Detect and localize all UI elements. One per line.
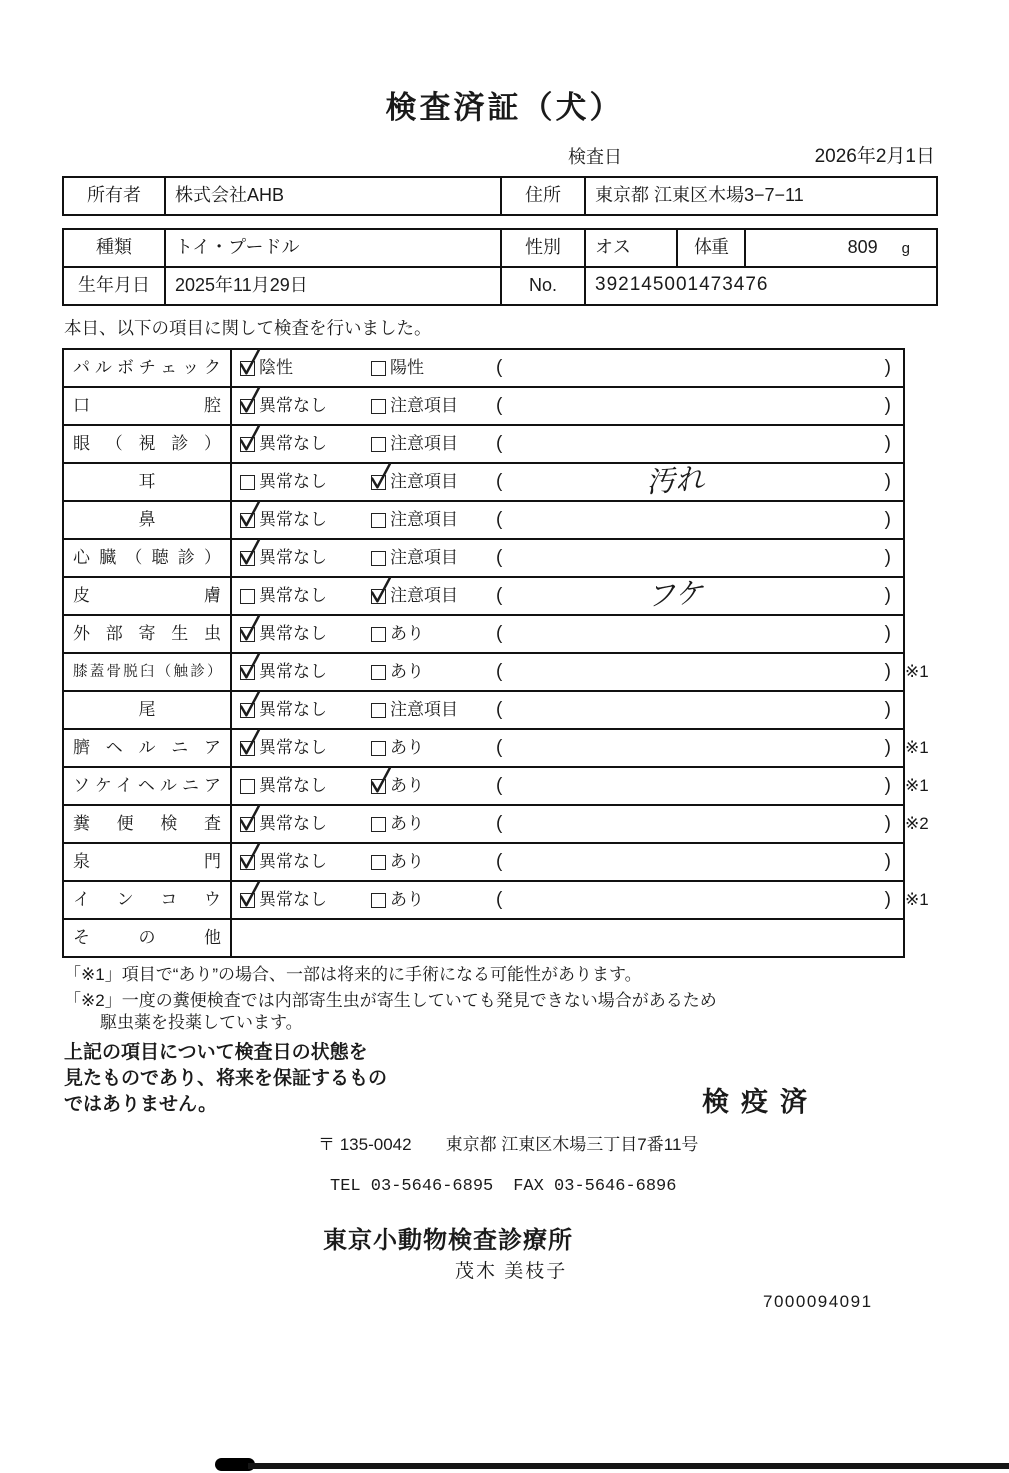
checklist-options <box>232 768 494 804</box>
paren-open: ( <box>496 851 503 872</box>
checklist-row <box>64 502 903 540</box>
checkbox-label: 異常なし <box>259 624 327 643</box>
handwritten-note <box>485 543 866 570</box>
check-mark-icon <box>237 879 262 910</box>
checklist-options <box>232 882 494 918</box>
check-mark-icon <box>237 651 262 682</box>
owner-row <box>64 178 936 214</box>
checkbox-checked-icon <box>240 627 255 642</box>
checklist-row <box>64 920 903 956</box>
checklist-item-label: インコウ <box>64 882 232 918</box>
disclaimer-text <box>64 1040 387 1118</box>
checkbox-icon <box>371 399 386 414</box>
checklist-options <box>232 350 494 386</box>
weight-value: 809 <box>847 237 878 257</box>
weight-unit: g <box>901 240 910 257</box>
checkbox-icon <box>371 437 386 452</box>
paren-close: ) <box>884 889 891 910</box>
footnote-ref: ※1 <box>905 890 929 909</box>
paren-close: ) <box>884 395 891 416</box>
paren-open: ( <box>496 775 503 796</box>
note-area <box>494 882 903 918</box>
handwritten-note <box>485 695 866 722</box>
paren-open: ( <box>496 395 503 416</box>
checklist-row <box>64 768 929 806</box>
checkbox-checked-icon <box>371 589 386 604</box>
intro-text: 本日、以下の項目に関して検査を行いました。 <box>64 318 432 338</box>
checkbox-icon <box>371 627 386 642</box>
note-area <box>494 768 903 804</box>
checklist-item-label: 耳 <box>64 464 232 500</box>
handwritten-note: フケ <box>645 575 706 614</box>
checkbox-checked-icon <box>240 665 255 680</box>
checkbox-label: あり <box>390 852 424 871</box>
handwritten-note <box>485 505 866 532</box>
checkbox-icon <box>371 817 386 832</box>
checkbox-label: 注意項目 <box>390 548 458 567</box>
checkbox-label: 異常なし <box>259 776 327 795</box>
checklist-options <box>232 844 494 880</box>
checkbox-option <box>240 464 371 500</box>
checklist-row <box>64 616 903 654</box>
checkbox-option <box>240 882 371 918</box>
paren-open: ( <box>496 471 503 492</box>
footnote-2: 「※2」一度の糞便検査では内部寄生虫が寄生していても発見できない場合があるため <box>64 991 717 1010</box>
note-area <box>494 502 903 538</box>
paren-close: ) <box>884 661 891 682</box>
checkbox-checked-icon <box>240 361 255 376</box>
owner-value: 株式会社AHB <box>166 178 502 214</box>
paren-close: ) <box>884 813 891 834</box>
checkbox-label: あり <box>390 624 424 643</box>
checkbox-label: 異常なし <box>259 548 327 567</box>
checkbox-option <box>371 654 502 690</box>
note-area <box>494 616 903 652</box>
checkbox-label: 注意項目 <box>390 700 458 719</box>
checkbox-label: 陰性 <box>259 358 293 377</box>
check-mark-icon <box>237 537 262 568</box>
paren-open: ( <box>496 813 503 834</box>
checkbox-option <box>371 426 502 462</box>
checkbox-option <box>240 578 371 614</box>
checkbox-label: 注意項目 <box>390 510 458 529</box>
clinic-fax: FAX 03-5646-6896 <box>513 1177 677 1196</box>
checkbox-checked-icon <box>240 741 255 756</box>
clinic-phone-line <box>330 1177 676 1196</box>
address-value: 東京都 江東区木場3−7−11 <box>595 185 804 205</box>
checkbox-label: 異常なし <box>259 852 327 871</box>
note-area <box>494 461 903 500</box>
checkbox-option <box>240 540 371 576</box>
checklist-options <box>232 616 494 652</box>
checkbox-label: あり <box>390 662 424 681</box>
handwritten-note <box>485 429 866 456</box>
checkbox-label: あり <box>390 776 424 795</box>
checklist-item-label: 鼻 <box>64 502 232 538</box>
checkbox-option <box>371 730 502 766</box>
check-mark-icon <box>237 613 262 644</box>
clinic-address: 東京都 江東区木場三丁目7番11号 <box>445 1135 699 1154</box>
checklist-table <box>62 348 929 958</box>
checkbox-option <box>240 502 371 538</box>
checkbox-checked-icon <box>240 703 255 718</box>
veterinarian-name: 茂木 美枝子 <box>455 1261 568 1282</box>
paren-close: ) <box>884 775 891 796</box>
paren-open: ( <box>496 433 503 454</box>
check-mark-icon <box>237 803 262 834</box>
paren-open: ( <box>496 357 503 378</box>
check-mark-icon <box>368 461 393 492</box>
checkbox-option <box>371 844 502 880</box>
checklist-row <box>64 461 903 502</box>
checkbox-icon <box>371 513 386 528</box>
checklist-options <box>232 426 494 462</box>
checklist-row <box>64 575 903 616</box>
disclaimer-line-2: 見たものであり、将来を保証するもの <box>64 1068 388 1089</box>
owner-label: 所有者 <box>64 178 166 214</box>
checkbox-icon <box>371 551 386 566</box>
checkbox-option <box>371 388 502 424</box>
footnote-1: 「※1」項目で“あり”の場合、一部は将来的に手術になる可能性があります。 <box>64 965 642 984</box>
paren-open: ( <box>496 661 503 682</box>
checklist-row <box>64 730 929 768</box>
checkbox-option <box>240 388 371 424</box>
checkbox-label: あり <box>390 814 424 833</box>
checkbox-checked-icon <box>240 893 255 908</box>
checkbox-option <box>371 692 502 728</box>
checklist-options <box>232 578 494 614</box>
checkbox-label: 陽性 <box>390 358 424 377</box>
checkbox-option <box>240 692 371 728</box>
checkbox-option <box>371 806 502 842</box>
footnote-ref: ※2 <box>905 814 929 833</box>
check-mark-icon <box>237 347 262 378</box>
checkbox-checked-icon <box>240 399 255 414</box>
checkbox-icon <box>371 361 386 376</box>
checkbox-label: 異常なし <box>259 434 327 453</box>
checklist-item-label: 心臓（聴診） <box>64 540 232 576</box>
breed-label: 種類 <box>64 230 166 266</box>
paren-close: ) <box>884 737 891 758</box>
checkbox-checked-icon <box>240 551 255 566</box>
paren-open: ( <box>496 699 503 720</box>
paren-close: ) <box>884 471 891 492</box>
checkbox-label: 異常なし <box>259 890 327 909</box>
check-mark-icon <box>368 575 393 606</box>
checkbox-icon <box>240 779 255 794</box>
checkbox-option <box>240 350 371 386</box>
checkbox-label: 注意項目 <box>390 472 458 491</box>
scan-artifact-line <box>248 1463 1009 1469</box>
checkbox-icon <box>240 475 255 490</box>
checkbox-option <box>371 768 502 804</box>
note-area <box>494 350 903 386</box>
document-title: 検査済証（犬） <box>385 90 624 125</box>
paren-open: ( <box>496 623 503 644</box>
checkbox-label: あり <box>390 890 424 909</box>
sex-label: 性別 <box>502 230 586 266</box>
paren-close: ) <box>884 547 891 568</box>
note-area <box>494 388 903 424</box>
checkbox-checked-icon <box>371 475 386 490</box>
checklist-options <box>232 654 494 690</box>
checkbox-option <box>240 768 371 804</box>
checkbox-label: 注意項目 <box>390 586 458 605</box>
paren-open: ( <box>496 509 503 530</box>
checkbox-label: 異常なし <box>259 472 327 491</box>
checklist-row <box>64 388 903 426</box>
check-mark-icon <box>237 423 262 454</box>
checkbox-label: 注意項目 <box>390 434 458 453</box>
checklist-item-label: その他 <box>64 920 232 956</box>
paren-close: ) <box>884 623 891 644</box>
checkbox-label: 異常なし <box>259 586 327 605</box>
birthdate-value: 2025年11月29日 <box>166 268 502 304</box>
checkbox-label: 異常なし <box>259 700 327 719</box>
checkbox-option <box>240 730 371 766</box>
weight-label: 体重 <box>678 230 746 266</box>
checkbox-checked-icon <box>240 855 255 870</box>
note-area <box>494 654 903 690</box>
checkbox-icon <box>371 703 386 718</box>
checklist-options <box>232 464 494 500</box>
clinic-postal-code: 〒 135-0042 <box>318 1135 412 1154</box>
clinic-name: 東京小動物検査診療所 <box>323 1227 573 1254</box>
checklist-row <box>64 692 903 730</box>
footnote-ref: ※1 <box>905 776 929 795</box>
checkbox-label: 異常なし <box>259 662 327 681</box>
checkbox-label: あり <box>390 738 424 757</box>
note-area <box>494 844 903 880</box>
paren-close: ) <box>884 509 891 530</box>
handwritten-note <box>485 771 866 798</box>
sex-value: オス <box>586 230 678 266</box>
checkbox-option <box>240 616 371 652</box>
handwritten-note <box>485 809 866 836</box>
checklist-row <box>64 844 903 882</box>
handwritten-note: 汚れ <box>645 461 706 500</box>
checklist-item-label: ソケイヘルニア <box>64 768 232 804</box>
checkbox-option <box>371 540 502 576</box>
paren-close: ) <box>884 585 891 606</box>
serial-number: 7000094091 <box>763 1292 873 1311</box>
check-mark-icon <box>237 727 262 758</box>
checklist-item-label: 皮膚 <box>64 578 232 614</box>
checkbox-label: 注意項目 <box>390 396 458 415</box>
clinic-tel: TEL 03-5646-6895 <box>330 1177 494 1196</box>
checklist-item-label: 膝蓋骨脱臼（触診） <box>64 654 232 690</box>
inspection-date-label: 検査日 <box>568 147 622 167</box>
handwritten-note <box>485 657 866 684</box>
pet-table <box>62 228 938 306</box>
clinic-address-line <box>318 1130 698 1155</box>
checkbox-label: 異常なし <box>259 396 327 415</box>
checklist-item-label: 眼（視診） <box>64 426 232 462</box>
footnote-ref: ※1 <box>905 662 929 681</box>
checklist-row <box>64 882 929 920</box>
checkbox-icon <box>371 741 386 756</box>
paren-open: ( <box>496 889 503 910</box>
quarantine-stamp: 検疫済 <box>702 1087 819 1117</box>
checkbox-icon <box>240 589 255 604</box>
paren-open: ( <box>496 547 503 568</box>
check-mark-icon <box>237 689 262 720</box>
paren-close: ) <box>884 851 891 872</box>
inspection-date-value: 2026年2月1日 <box>814 146 935 167</box>
owner-table <box>62 176 938 216</box>
checklist-options <box>232 502 494 538</box>
disclaimer-line-1: 上記の項目について検査日の状態を <box>64 1042 368 1063</box>
checklist-item-label: 糞便検査 <box>64 806 232 842</box>
checkbox-option <box>371 616 502 652</box>
handwritten-note <box>485 847 866 874</box>
checkbox-icon <box>371 665 386 680</box>
breed-value: トイ・プードル <box>166 230 502 266</box>
check-mark-icon <box>237 841 262 872</box>
disclaimer-line-3: ではありません。 <box>64 1094 218 1115</box>
footnote-2-continued: 駆虫薬を投薬しています。 <box>100 1013 303 1032</box>
weight-value-cell <box>746 230 936 266</box>
checkbox-label: 異常なし <box>259 814 327 833</box>
footnote-ref: ※1 <box>905 738 929 757</box>
checkbox-label: 異常なし <box>259 738 327 757</box>
checkbox-option <box>371 464 502 500</box>
checklist-options <box>232 730 494 766</box>
checklist-options <box>232 540 494 576</box>
checklist-row <box>64 654 929 692</box>
checkbox-label: 異常なし <box>259 510 327 529</box>
checklist-item-label: 尾 <box>64 692 232 728</box>
checkbox-icon <box>371 893 386 908</box>
checkbox-checked-icon <box>240 817 255 832</box>
note-area <box>494 692 903 728</box>
check-mark-icon <box>237 499 262 530</box>
number-value: 392145001473476 <box>595 274 769 295</box>
checklist-options <box>232 692 494 728</box>
checkbox-checked-icon <box>240 513 255 528</box>
paren-close: ) <box>884 433 891 454</box>
checklist-row <box>64 350 903 388</box>
checklist-item-label: 外部寄生虫 <box>64 616 232 652</box>
checklist-options <box>232 388 494 424</box>
birthdate-row <box>64 266 936 304</box>
birthdate-label: 生年月日 <box>64 268 166 304</box>
paren-close: ) <box>884 699 891 720</box>
checklist-item-label: 泉門 <box>64 844 232 880</box>
handwritten-note <box>485 391 866 418</box>
note-area <box>494 730 903 766</box>
address-label: 住所 <box>502 178 586 214</box>
checkbox-option <box>371 502 502 538</box>
handwritten-note <box>485 353 866 380</box>
note-area <box>494 575 903 614</box>
paren-close: ) <box>884 357 891 378</box>
checkbox-option <box>240 844 371 880</box>
check-mark-icon <box>237 385 262 416</box>
paren-open: ( <box>496 585 503 606</box>
checkbox-checked-icon <box>240 437 255 452</box>
note-area <box>494 806 903 842</box>
checklist-options <box>232 806 494 842</box>
checkbox-option <box>240 654 371 690</box>
checkbox-icon <box>371 855 386 870</box>
checklist-row <box>64 806 929 844</box>
checklist-item-label: 臍ヘルニア <box>64 730 232 766</box>
checkbox-checked-icon <box>371 779 386 794</box>
checkbox-option <box>371 882 502 918</box>
handwritten-note <box>485 885 866 912</box>
checklist-item-label: 口腔 <box>64 388 232 424</box>
paren-open: ( <box>496 737 503 758</box>
checkbox-option <box>371 350 502 386</box>
checkbox-option <box>371 578 502 614</box>
handwritten-note <box>485 619 866 646</box>
handwritten-note <box>485 733 866 760</box>
breed-row <box>64 230 936 266</box>
number-label: No. <box>502 268 586 304</box>
check-mark-icon <box>368 765 393 796</box>
checklist-item-label: パルボチェック <box>64 350 232 386</box>
checkbox-option <box>240 806 371 842</box>
checkbox-option <box>240 426 371 462</box>
